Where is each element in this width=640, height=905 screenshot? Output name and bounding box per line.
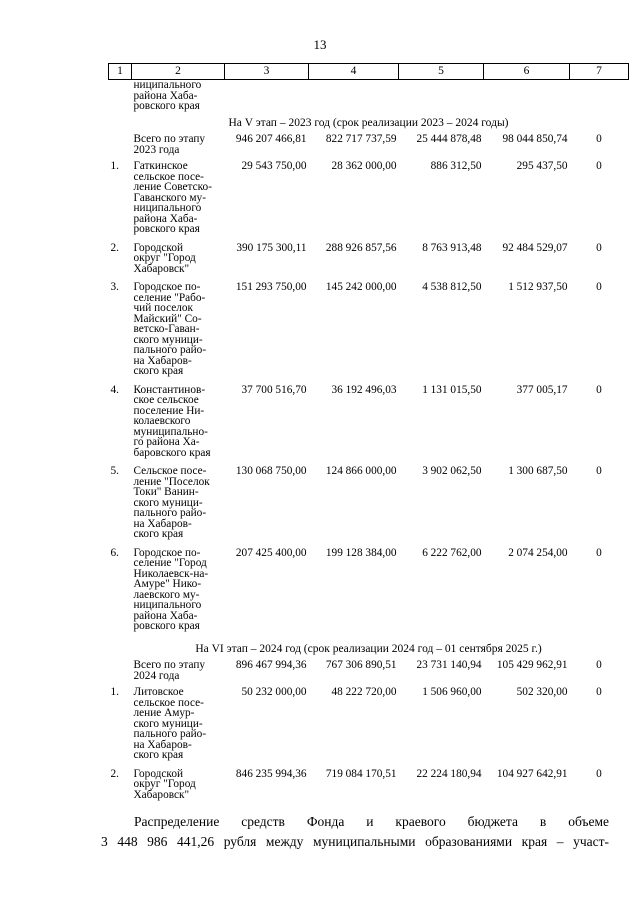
table-header-row xyxy=(109,64,629,80)
amount-col-4: 48 222 720,00 xyxy=(331,686,397,698)
municipality-name: Всего по этапу 2023 года xyxy=(133,133,206,156)
amount-col-7: 0 xyxy=(596,659,602,671)
stage-title: На VI этап – 2024 год (срок реализации 2024 год – 01 сентября 2025 г.) xyxy=(195,642,542,655)
amount-col-3: 390 175 300,11 xyxy=(236,241,307,254)
row-number xyxy=(109,134,132,161)
amount-col-4: 288 926 857,56 xyxy=(325,241,397,254)
amount-col-5: 1 506 960,00 xyxy=(422,686,482,698)
stage-heading-row xyxy=(109,640,629,661)
amount-col-3: 37 700 516,70 xyxy=(241,383,307,396)
row-number: 2. xyxy=(110,241,119,254)
amount-col-4: 36 192 496,03 xyxy=(331,383,397,396)
amount-col-5: 25 444 878,48 xyxy=(416,133,482,145)
amount-col-3: 29 543 750,00 xyxy=(241,160,307,172)
table-row xyxy=(109,161,629,243)
column-header: 6 xyxy=(484,64,570,80)
amount-col-7: 0 xyxy=(596,160,602,172)
page-number: 13 xyxy=(313,37,327,52)
row-number xyxy=(109,660,132,687)
municipality-name: Городское по- селение "Город Николаевск-на- Амуре" Нико- лаевского му- ниципального района Хаба- ровского края xyxy=(133,546,209,632)
municipality-name: Городское по- селение "Рабо- чий поселок Майский" Со- ветско-Гаван- ского муници- пального райо- на Хабаров- ского края xyxy=(133,281,207,377)
table-row xyxy=(109,769,629,809)
table-row xyxy=(109,466,629,548)
amount-col-3: 946 207 466,81 xyxy=(235,133,307,145)
column-header: 3 xyxy=(225,64,309,80)
amount-col-6: 502 320,00 xyxy=(516,686,568,698)
row-number: 4. xyxy=(110,383,119,396)
funding-table xyxy=(108,63,629,808)
column-header: 7 xyxy=(570,64,629,80)
amount-col-6: 92 484 529,07 xyxy=(502,241,568,254)
column-header: 1 xyxy=(109,64,132,80)
amount-col-3: 130 068 750,00 xyxy=(235,465,307,477)
amount-col-3: 896 467 994,36 xyxy=(235,659,307,671)
table-row xyxy=(109,243,629,283)
row-number: 1. xyxy=(110,160,119,172)
row-number: 3. xyxy=(110,281,119,293)
amount-col-4: 719 084 170,51 xyxy=(325,767,397,780)
amount-col-5: 22 224 180,94 xyxy=(416,767,482,780)
column-header: 4 xyxy=(309,64,399,80)
amount-col-7: 0 xyxy=(596,465,602,477)
amount-col-6: 1 512 937,50 xyxy=(508,281,568,293)
continuation-row xyxy=(109,80,629,114)
amount-col-5: 23 731 140,94 xyxy=(416,659,482,671)
amount-col-5: 886 312,50 xyxy=(430,160,482,172)
column-header: 2 xyxy=(132,64,225,80)
amount-col-4: 145 242 000,00 xyxy=(325,281,397,293)
amount-col-7: 0 xyxy=(596,133,602,145)
table-row xyxy=(109,282,629,385)
amount-col-7: 0 xyxy=(596,767,602,780)
table-row xyxy=(109,548,629,640)
municipality-name: Литовское сельское посе- ление Амур- ского муници- пального райо- на Хабаров- ского края xyxy=(133,686,207,761)
stage-total-row xyxy=(109,660,629,687)
amount-col-4: 822 717 737,59 xyxy=(325,133,397,145)
municipality-name: Всего по этапу 2024 года xyxy=(133,659,206,682)
amount-col-5: 8 763 913,48 xyxy=(422,241,482,254)
amount-col-3: 207 425 400,00 xyxy=(235,546,307,559)
amount-col-4: 28 362 000,00 xyxy=(331,160,397,172)
amount-col-6: 295 437,50 xyxy=(516,160,568,172)
amount-col-4: 199 128 384,00 xyxy=(325,546,397,559)
municipality-name: Городской округ "Город Хабаровск" xyxy=(133,241,196,275)
municipality-name: Гаткинское сельское посе- ление Советско- Гаванского му- ниципального района Хаба- ровского края xyxy=(133,160,212,235)
paragraph-line-1: Распределение средств Фонда и краевого бюджета в объеме xyxy=(134,814,609,829)
amount-col-5: 3 902 062,50 xyxy=(422,465,482,477)
table-row xyxy=(109,687,629,769)
municipality-name: Сельское посе- ление "Поселок Токи" Ванин- ского муници- пального райо- на Хабаров- ского края xyxy=(133,465,210,540)
amount-col-6: 98 044 850,74 xyxy=(502,133,568,145)
amount-col-4: 767 306 890,51 xyxy=(325,659,397,671)
row-number: 2. xyxy=(110,767,119,780)
stage-total-row xyxy=(109,134,629,161)
row-number: 6. xyxy=(110,546,119,559)
paragraph-line-2: 3 448 986 441,26 рубля между муниципальными образованиями края – участ- xyxy=(101,834,609,849)
municipality-name: ниципального района Хаба- ровского края xyxy=(133,79,202,112)
amount-col-6: 2 074 254,00 xyxy=(508,546,568,559)
amount-col-3: 50 232 000,00 xyxy=(241,686,307,698)
amount-col-3: 846 235 994,36 xyxy=(235,767,307,780)
amount-col-6: 105 429 962,91 xyxy=(496,659,568,671)
table-row xyxy=(109,385,629,467)
amount-col-6: 104 927 642,91 xyxy=(496,767,568,780)
stage-heading-row xyxy=(109,114,629,135)
amount-col-7: 0 xyxy=(596,281,602,293)
amount-col-7: 0 xyxy=(596,686,602,698)
row-number: 5. xyxy=(110,465,119,477)
amount-col-7: 0 xyxy=(596,241,602,254)
amount-col-5: 4 538 812,50 xyxy=(422,281,482,293)
stage-title: На V этап – 2023 год (срок реализации 2023 – 2024 годы) xyxy=(228,116,509,129)
municipality-name: Константинов- ское сельское поселение Ни- колаевского муниципально- го района Ха- баровского края xyxy=(133,383,211,459)
column-header: 5 xyxy=(399,64,484,80)
amount-col-4: 124 866 000,00 xyxy=(325,465,397,477)
row-number: 1. xyxy=(110,686,119,698)
amount-col-6: 1 300 687,50 xyxy=(508,465,568,477)
amount-col-3: 151 293 750,00 xyxy=(235,281,307,293)
amount-col-7: 0 xyxy=(596,546,602,559)
municipality-name: Городской округ "Город Хабаровск" xyxy=(133,767,196,801)
amount-col-6: 377 005,17 xyxy=(516,383,568,396)
amount-col-5: 6 222 762,00 xyxy=(422,546,482,559)
amount-col-5: 1 131 015,50 xyxy=(422,383,482,396)
amount-col-7: 0 xyxy=(596,383,602,396)
